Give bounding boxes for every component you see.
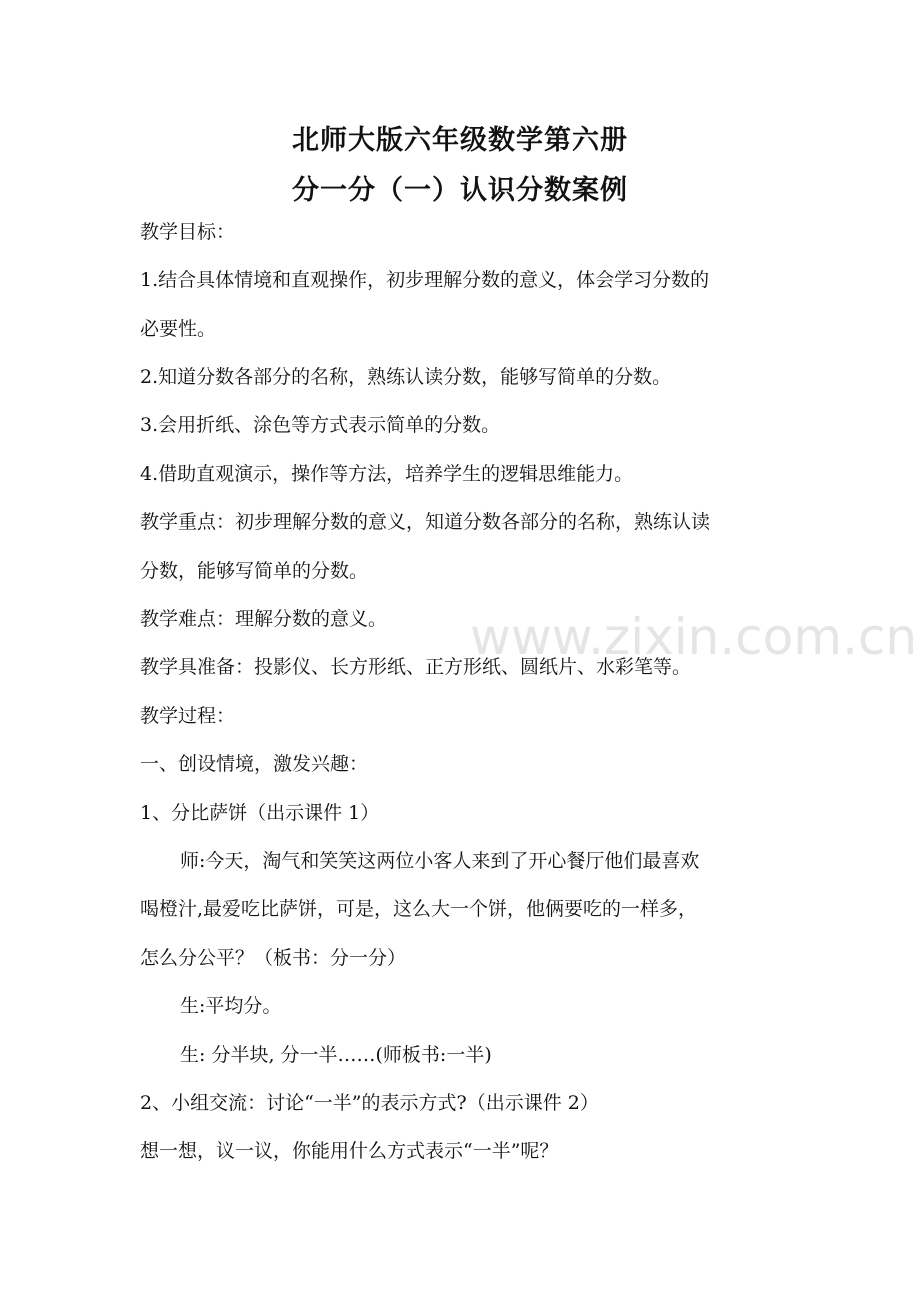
goal-4: 4.借助直观演示，操作等方法，培养学生的逻辑思维能力。	[140, 463, 634, 485]
section-1-heading: 一、创设情境，激发兴趣：	[140, 753, 369, 775]
student-line-1: 生:平均分。	[180, 995, 282, 1017]
goal-1-line-2: 必要性。	[140, 318, 217, 340]
heading-teaching-goals: 教学目标：	[140, 221, 236, 243]
teaching-materials: 教学具准备：投影仪、长方形纸、正方形纸、圆纸片、水彩笔等。	[140, 656, 692, 678]
teaching-difficulty: 教学难点：理解分数的意义。	[140, 608, 388, 630]
teacher-line-2: 喝橙汁,最爱吃比萨饼，可是，这么大一个饼，他俩要吃的一样多，	[140, 898, 698, 920]
step-2-heading: 2、小组交流：讨论“一半”的表示方式?（出示课件 2）	[140, 1092, 599, 1114]
step-1-heading: 1、分比萨饼（出示课件 1）	[140, 802, 380, 824]
watermark: www.zixin.com.cn	[470, 608, 918, 666]
step-2-question: 想一想，议一议，你能用什么方式表示“一半”呢？	[140, 1140, 559, 1162]
goal-3: 3.会用折纸、涂色等方式表示简单的分数。	[140, 414, 501, 436]
teacher-line-1: 师:今天，淘气和笑笑这两位小客人来到了开心餐厅他们最喜欢	[180, 850, 700, 872]
goal-1-line-1: 1.结合具体情境和直观操作，初步理解分数的意义，体会学习分数的	[140, 269, 710, 291]
teaching-key-points-line-2: 分数，能够写简单的分数。	[140, 560, 369, 582]
teacher-line-3: 怎么分公平？（板书：分一分）	[140, 947, 407, 969]
document-title: 北师大版六年级数学第六册	[292, 125, 628, 156]
goal-2: 2.知道分数各部分的名称，熟练认读分数，能够写简单的分数。	[140, 366, 672, 388]
document-subtitle: 分一分（一）认识分数案例	[292, 175, 628, 206]
teaching-key-points-line-1: 教学重点：初步理解分数的意义，知道分数各部分的名称，熟练认读	[140, 511, 711, 533]
student-line-2: 生: 分半块, 分一半……(师板书:一半)	[180, 1044, 492, 1066]
heading-teaching-process: 教学过程：	[140, 705, 236, 727]
